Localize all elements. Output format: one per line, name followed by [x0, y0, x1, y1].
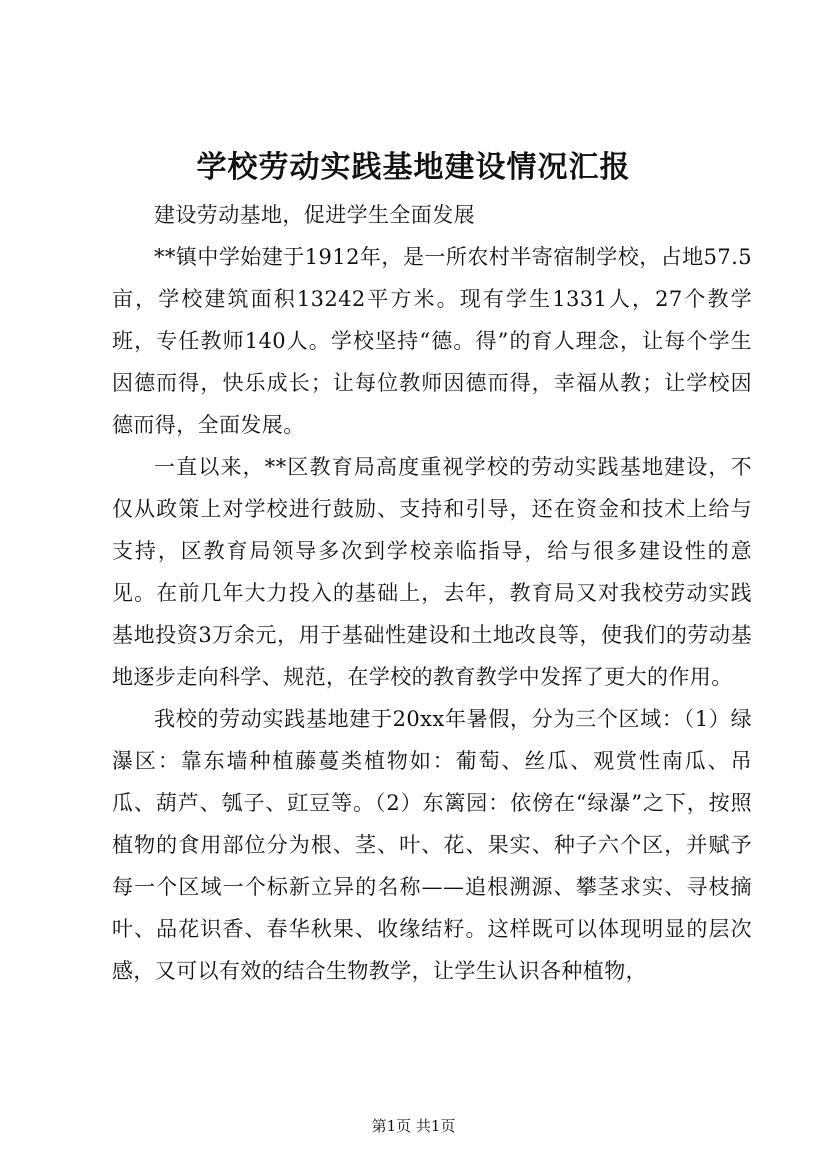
base-areas-paragraph: 我校的劳动实践基地建于20xx年暑假，分为三个区域：（1）绿瀑区：靠东墙种植藤蔓类植物如：葡萄、丝瓜、观赏性南瓜、吊瓜、葫芦、瓠子、豇豆等。（2）东篱园：依傍在“绿瀑”之下，按照植物的食用部位分为根、茎、叶、花、果实、种子六个区，并赋予每一个区域一个标新立异的名称——追根溯源、攀茎求实、寻枝摘叶、品花识香、春华秋果、收缘结籽。这样既可以体现明显的层次感，又可以有效的结合生物教学，让学生认识各种植物，	[112, 707, 752, 983]
school-intro-paragraph: **镇中学始建于1912年，是一所农村半寄宿制学校，占地57.5亩，学校建筑面积13242平方米。现有学生1331人，27个教学班，专任教师140人。学校坚持“德。得”的育人理念，让每个学生因德而得，快乐成长；让每位教师因德而得，幸福从教；让学校因德而得，全面发展。	[112, 245, 752, 437]
document-body	[112, 194, 752, 992]
page-footer: 第1页 共1页	[371, 1117, 456, 1135]
bureau-support-paragraph: 一直以来，**区教育局高度重视学校的劳动实践基地建设，不仅从政策上对学校进行鼓励、支持和引导，还在资金和技术上给与支持，区教育局领导多次到学校亲临指导，给与很多建设性的意见。在前几年大力投入的基础上，去年，教育局又对我校劳动实践基地投资3万余元，用于基础性建设和土地改良等，使我们的劳动基地逐步走向科学、规范，在学校的教育教学中发挥了更大的作用。	[112, 455, 752, 689]
document-title: 学校劳动实践基地建设情况汇报	[196, 150, 631, 185]
subtitle-paragraph: 建设劳动基地，促进学生全面发展	[154, 203, 475, 227]
